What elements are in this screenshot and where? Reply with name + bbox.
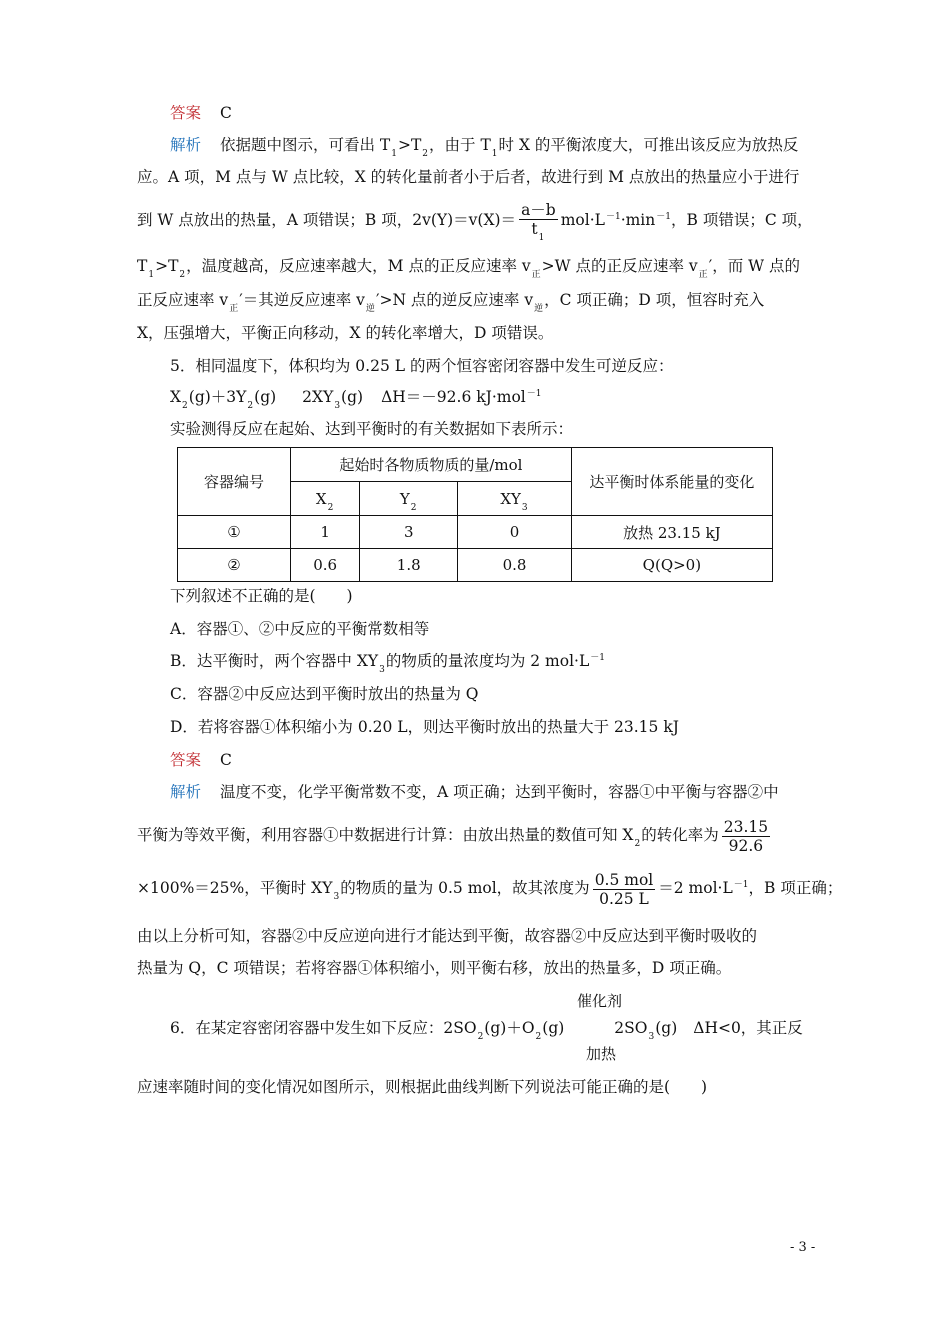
superscript: －1 — [605, 212, 621, 222]
q5-table-intro: 实验测得反应在起始、达到平衡时的有关数据如下表所示： — [170, 420, 574, 438]
col-x2: $X_2$ — [291, 482, 360, 516]
subscript: 1 — [391, 149, 397, 159]
q5-option-b: B．达平衡时，两个容器中 $XY_3$的物质的量浓度均为 2 $mol\cdot L^{-1}$ — [170, 652, 605, 675]
q4-analysis-line-6: X，压强增大，平衡正向移动，X 的转化率增大，D 项错误。 — [137, 324, 554, 342]
cell-energy: 放热 23.15 kJ — [571, 516, 772, 549]
fraction-numerator: a－b — [521, 201, 556, 219]
fraction-denominator: $t_1$ — [531, 220, 545, 243]
text: ，B 项错误；C 项， — [671, 211, 813, 229]
table-header-row — [178, 448, 773, 482]
text: mol·L — [560, 211, 605, 229]
q4-analysis-line-4: $T_1>T_2$，温度越高，反应速率越大，M 点的正反应速率 $v_正>W$ 点的正反应速率 $v_正'$，而 W 点的 — [137, 257, 800, 280]
q5-analysis-line-3: ×100%＝25%，平衡时 $XY_3$的物质的量为 0.5 mol，故其浓度为 $\frac{\text{0.5 mol}}{0.25 L}$ ＝2 $mol\cdot L^{-1}$，B 项正确； — [137, 870, 843, 908]
subscript: 2 — [422, 149, 429, 159]
page-number: - 3 - — [790, 1240, 816, 1255]
answer-value: C — [219, 104, 232, 122]
fraction-conversion: $\frac{23.15}{92.6}$ — [723, 817, 769, 855]
data-table — [177, 447, 773, 582]
q4-answer-line — [170, 103, 232, 123]
cell-id: ② — [178, 549, 291, 582]
cell-y: 1.8 — [360, 549, 458, 582]
analysis-label: 解析 — [170, 783, 202, 801]
superscript: －1 — [656, 212, 671, 222]
cell-id: ① — [178, 516, 291, 549]
q5-option-a: A．容器①、②中反应的平衡常数相等 — [170, 620, 430, 638]
header-energy-change: 达平衡时体系能量的变化 — [571, 448, 772, 516]
q5-analysis-line-4: 由以上分析可知，容器②中反应逆向进行才能达到平衡，故容器②中反应达到平衡时吸收的 — [137, 927, 758, 945]
q4-analysis-line-5: 正反应速率 $v_正'=$其逆反应速率 $v_逆'>N$ 点的逆反应速率 $v_逆$，C 项正确；D 项，恒容时充入 — [137, 291, 765, 314]
q5-answer-line — [170, 750, 232, 770]
q5-analysis-line-5: 热量为 Q，C 项错误；若将容器①体积缩小，则平衡右移，放出的热量多，D 项正确。 — [137, 959, 732, 977]
q5-question: 下列叙述不正确的是( ) — [170, 587, 353, 605]
q4-analysis-line-2: 应。A 项，M 点与 W 点比较，X 的转化量前者小于后者，故进行到 M 点放出的热量应小于进行 — [137, 168, 800, 186]
q5-equation: $X_2(g)+3Y_2(g)$ $2XY_3(g)$ ΔH＝－92.6 kJ·mol$^{-1}$ — [170, 388, 542, 411]
fraction-rate — [519, 201, 558, 241]
text: ·min — [620, 211, 656, 229]
analysis-label: 解析 — [170, 136, 202, 154]
subscript: 1 — [491, 149, 498, 159]
q4-analysis-line-3 — [137, 200, 813, 243]
answer-label: 答案 — [170, 751, 202, 769]
q6-stem-line-2: 应速率随时间的变化情况如图所示，则根据此曲线判断下列说法可能正确的是( ) — [137, 1078, 708, 1096]
q5-option-c: C．容器②中反应达到平衡时放出的热量为 Q — [170, 685, 479, 703]
q5-stem: 5．相同温度下，体积均为 0.25 L 的两个恒容密闭容器中发生可逆反应： — [170, 357, 674, 375]
q6-stem-line-1: 6．在某定容密闭容器中发生如下反应：$2SO_2(g)+O_2(g)$ $2SO_3(g)$ ΔH<0，其正反 — [170, 1019, 803, 1042]
cell-y: 3 — [360, 516, 458, 549]
catalyst-condition: 催化剂 — [577, 992, 623, 1010]
q5-option-d: D．若将容器①体积缩小为 0.20 L，则达平衡时放出的热量大于 23.15 kJ — [170, 718, 679, 736]
text: 时 X 的平衡浓度大，可推出该反应为放热反 — [498, 136, 799, 154]
cell-x: 0.6 — [291, 549, 360, 582]
cell-xy: 0.8 — [458, 549, 572, 582]
cell-energy: Q(Q>0) — [571, 549, 772, 582]
q5-analysis-line-1: 解析 温度不变，化学平衡常数不变，A 项正确；达到平衡时，容器①中平衡与容器②中 — [170, 783, 779, 801]
q5-analysis-line-2: 平衡为等效平衡，利用容器①中数据进行计算：由放出热量的数值可知 $X_2$的转化率为 $\frac{23.15}{92.6}$ — [137, 817, 769, 855]
table-row — [178, 549, 773, 582]
text: >T — [397, 136, 422, 154]
answer-value: C — [219, 751, 232, 769]
col-xy3: $XY_3$ — [458, 482, 572, 516]
text: 到 W 点放出的热量，A 项错误；B 项，2v(Y)＝v(X)＝ — [137, 211, 517, 229]
answer-label: 答案 — [170, 104, 202, 122]
table-row — [178, 516, 773, 549]
header-container: 容器编号 — [178, 448, 291, 516]
header-initial-moles: 起始时各物质物质的量/mol — [291, 448, 572, 482]
fraction-concentration: $\frac{\text{0.5 mol}}{0.25 L}$ — [594, 870, 654, 908]
text: 依据题中图示，可看出 T — [219, 136, 391, 154]
cell-x: 1 — [291, 516, 360, 549]
text: ，由于 T — [429, 136, 491, 154]
heat-condition: 加热 — [586, 1045, 617, 1063]
col-y2: $Y_2$ — [360, 482, 458, 516]
cell-xy: 0 — [458, 516, 572, 549]
q4-analysis-line-1 — [170, 135, 798, 158]
